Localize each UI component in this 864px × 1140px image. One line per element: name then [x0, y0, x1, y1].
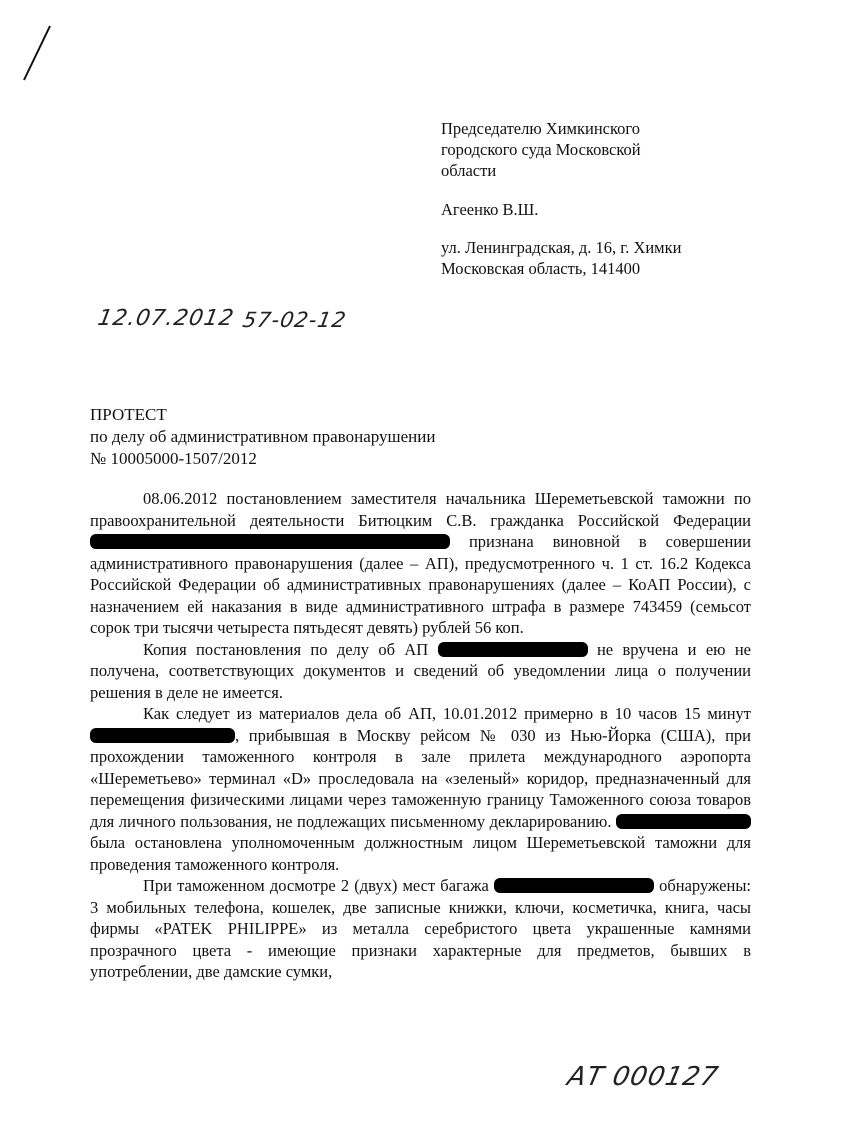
address-line-2: Московская область, 141400: [441, 259, 641, 278]
redaction-bar: [90, 534, 450, 549]
redaction-bar: [616, 814, 751, 829]
recipient-block: [441, 118, 641, 181]
paragraph-3: [90, 703, 751, 875]
recipient-name: Агеенко В.Ш.: [441, 200, 539, 219]
p2-part-a: Копия постановления по делу об АП: [143, 639, 429, 659]
p1-part-b: признана виновной в совершении административного правонарушения (далее – АП), предусмотренного ч. 1 ст. 16.2 Кодекса Российской Федерации об административных правонарушениях (далее – КоАП России), с назначением ей наказания в виде административного штрафа в размере 743459 (семьсот сорок три тысячи четыреста пятьдесят девять) рублей 56 коп.: [90, 532, 752, 637]
p4-part-b: обнаружены: 3 мобильных телефона, кошелек, две записные книжки, ключи, косметичка, книга, часы фирмы «PATEK PHILIPPE» из металла серебристого цвета украшенные камнями прозрачного цвета - имеющие признаки характерные для предметов, бывших в употреблении, две дамские сумки,: [90, 876, 751, 981]
redaction-bar: [90, 728, 235, 743]
p3-part-c: была остановлена уполномоченным должностным лицом Шереметьевской таможни для проведения таможенного контроля.: [90, 833, 751, 874]
redaction-bar: [494, 878, 654, 893]
p2-part-b: не вручена и ею не получена, соответствующих документов и сведений об уведомлении лица о получении решения в деле не имеется.: [90, 639, 752, 702]
p1-part-a: 08.06.2012 постановлением заместителя начальника Шереметьевской таможни по правоохранительной деятельности Битюцким С.В. гражданка Российской Федерации: [90, 489, 751, 530]
paragraph-4: [90, 875, 751, 983]
recipient-address: [441, 237, 681, 279]
recipient-line-2: городского суда Московской: [441, 140, 641, 159]
p3-part-b: , прибывшая в Москву рейсом № 030 из Нью-Йорка (США), при прохождении таможенного контроля в зале прилета международного аэропорта «Шереметьево» терминал «D» проследовала на «зеленый» коридор, предназначенный для перемещения физическими лицами через таможенную границу Таможенного союза товаров для личного пользования, не подлежащих письменному декларированию.: [90, 725, 751, 831]
address-line-1: ул. Ленинградская, д. 16, г. Химки: [441, 238, 682, 257]
p3-part-a: Как следует из материалов дела об АП, 10.01.2012 примерно в 10 часов 15 минут: [143, 704, 751, 723]
handwritten-footer-number: АТ 000127: [564, 1062, 722, 1092]
redaction-bar: [438, 642, 588, 657]
paragraph-1: [90, 488, 751, 639]
doc-subtitle: по делу об административном правонарушении: [90, 427, 436, 446]
recipient-line-1: Председателю Химкинского: [441, 119, 641, 138]
doc-title: ПРОТЕСТ: [90, 405, 167, 424]
corner-pen-stroke: [10, 18, 70, 98]
p4-part-a: При таможенном досмотре 2 (двух) мест багажа: [143, 876, 489, 895]
handwritten-ref: 57-02-12: [240, 308, 349, 332]
handwritten-date: 12.07.2012: [95, 306, 237, 331]
paragraph-2: [90, 639, 751, 704]
recipient-line-3: области: [441, 161, 497, 180]
case-number: № 10005000-1507/2012: [90, 449, 257, 468]
body-text: [90, 488, 751, 983]
